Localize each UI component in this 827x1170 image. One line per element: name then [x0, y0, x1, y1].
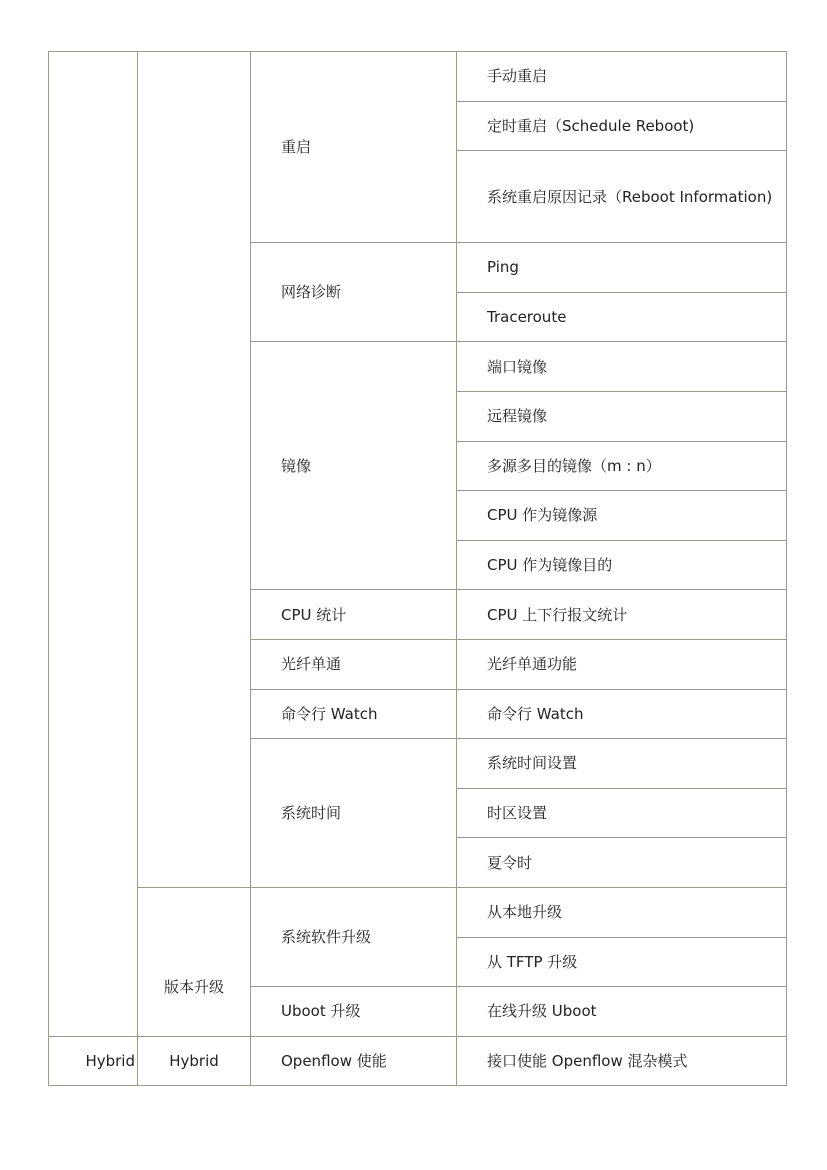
item-dst: 夏令时 — [457, 838, 787, 888]
item-port-mirror: 端口镜像 — [457, 342, 787, 392]
item-cli-watch: 命令行 Watch — [457, 689, 787, 739]
feature-uboot-upgrade: Uboot 升级 — [251, 987, 457, 1037]
feature-table — [48, 51, 787, 1086]
item-reboot-info: 系统重启原因记录（Reboot Information) — [457, 151, 787, 243]
item-cpu-mirror-source: CPU 作为镜像源 — [457, 491, 787, 541]
group-upgrade: 版本升级 — [138, 887, 251, 1036]
item-traceroute: Traceroute — [457, 292, 787, 342]
item-cpu-mirror-dest: CPU 作为镜像目的 — [457, 540, 787, 590]
item-mn-mirror: 多源多目的镜像（m : n） — [457, 441, 787, 491]
item-fiber-function: 光纤单通功能 — [457, 639, 787, 689]
item-timezone: 时区设置 — [457, 788, 787, 838]
feature-net-diag: 网络诊断 — [251, 243, 457, 342]
feature-cli-watch: 命令行 Watch — [251, 689, 457, 739]
table-row — [49, 887, 787, 937]
subcategory-cell — [138, 52, 251, 888]
item-ping: Ping — [457, 243, 787, 293]
table-row — [49, 1036, 787, 1086]
item-tftp-upgrade: 从 TFTP 升级 — [457, 937, 787, 987]
feature-openflow: Openflow 使能 — [251, 1036, 457, 1086]
feature-fiber: 光纤单通 — [251, 639, 457, 689]
item-uboot-online: 在线升级 Uboot — [457, 987, 787, 1037]
item-sys-time-set: 系统时间设置 — [457, 739, 787, 789]
subcategory-hybrid: Hybrid — [138, 1036, 251, 1086]
feature-sys-time: 系统时间 — [251, 739, 457, 888]
feature-mirror: 镜像 — [251, 342, 457, 590]
feature-sys-sw-upgrade: 系统软件升级 — [251, 887, 457, 986]
item-manual-restart: 手动重启 — [457, 52, 787, 102]
item-openflow-promisc: 接口使能 Openflow 混杂模式 — [457, 1036, 787, 1086]
table-row — [49, 52, 787, 102]
category-hybrid: Hybrid — [49, 1036, 138, 1086]
category-cell — [49, 52, 138, 1037]
feature-cpu-stat: CPU 统计 — [251, 590, 457, 640]
item-cpu-packet-stat: CPU 上下行报文统计 — [457, 590, 787, 640]
feature-restart: 重启 — [251, 52, 457, 243]
item-schedule-reboot: 定时重启（Schedule Reboot) — [457, 101, 787, 151]
item-local-upgrade: 从本地升级 — [457, 887, 787, 937]
item-remote-mirror: 远程镜像 — [457, 391, 787, 441]
